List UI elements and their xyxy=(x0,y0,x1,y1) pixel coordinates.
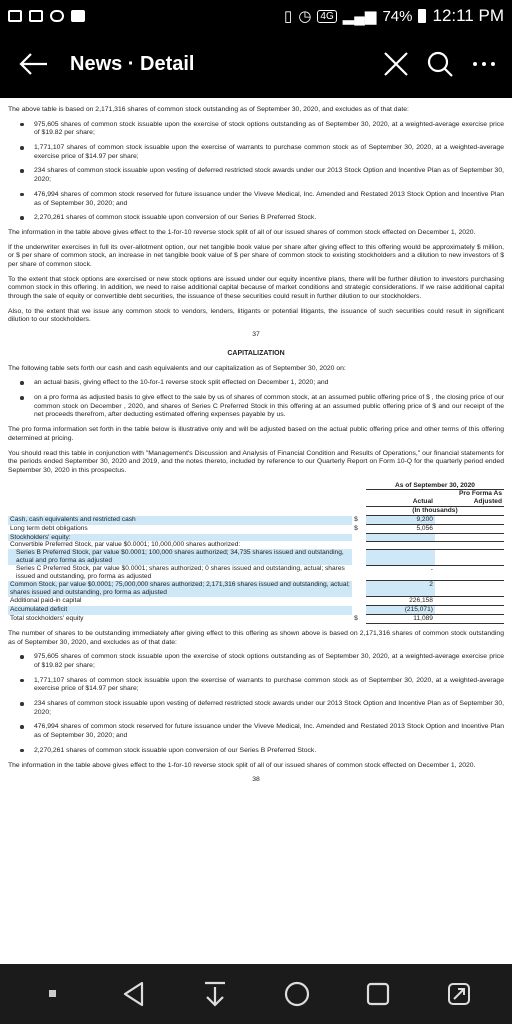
arrow-left-icon xyxy=(19,52,49,76)
row-label: Stockholders' equity: xyxy=(8,534,352,542)
row-adjusted-value xyxy=(435,606,504,615)
intro-paragraph: The above table is based on 2,171,316 shares of common stock outstanding as of September 30, 2020, and excludes as of that date: xyxy=(8,106,409,113)
dot-button[interactable] xyxy=(31,972,75,1016)
close-icon xyxy=(383,51,409,77)
table-row xyxy=(8,541,504,549)
navigation-bar xyxy=(0,964,512,1024)
expand-button[interactable] xyxy=(437,972,481,1016)
notification-icon xyxy=(8,10,22,22)
overallotment-paragraph: If the underwriter exercises in full its over-allotment option, our net tangible book value per share after giving effect to this offering would be approximately $ million, or $ per share of common stock, an increase in net tangible book value of $ per share of common stock to existing stockholders and a dilution to new investors of $ per share of common stock. xyxy=(8,243,504,268)
split-paragraph-2: The information in the table above gives effect to the 1-for-10 reverse stock split of all of our issued shares of common stock effected on December 1, 2020. xyxy=(8,761,476,769)
row-label: Common Stock, par value $0.0001; 75,000,000 shares authorized; 2,171,316 shares issued and outstanding, actual; shares issued and outstanding, pro forma as adjusted xyxy=(8,581,352,597)
col-proforma-header: Pro Forma As Adjusted xyxy=(435,490,504,507)
row-label: Series B Preferred Stock, par value $0.0001; 100,000 shares authorized; 34,735 shares issued and outstanding, actual and pro forma as adjusted xyxy=(8,549,352,565)
row-actual-value: 2 xyxy=(366,581,435,597)
row-label: Convertible Preferred Stock, par value $0.0001; 10,000,000 shares authorized: xyxy=(10,541,241,549)
row-currency xyxy=(352,606,366,615)
capitalization-table xyxy=(8,482,504,624)
cap-basis-list xyxy=(8,379,504,420)
row-label: Cash, cash equivalents and restricted cash xyxy=(8,516,352,525)
row-actual-value: (215,071) xyxy=(366,606,435,615)
signal-icon: ▂▄▆ xyxy=(342,8,377,25)
list-item: 2,270,261 shares of common stock issuable upon conversion of our Series B Preferred Stock. xyxy=(8,747,504,756)
battery-icon xyxy=(418,9,426,23)
image-icon xyxy=(29,10,43,22)
table-row xyxy=(8,606,504,615)
row-actual-value: 11,089 xyxy=(366,615,435,624)
row-adjusted-value xyxy=(435,615,504,624)
shares-paragraph: The number of shares to be outstanding immediately after giving effect to this offering as shown above is based on 2,171,316 shares of common stock outstanding as of September 30, 2020, and excludes as of that date: xyxy=(8,629,504,646)
row-actual-value xyxy=(366,549,435,565)
page-number: 37 xyxy=(252,331,260,339)
exclusions-list-2 xyxy=(8,653,504,755)
close-button[interactable] xyxy=(376,44,416,84)
vendors-paragraph: Also, to the extent that we issue any common stock to vendors, lenders, litigants or potential litigants, the issuance of such securities could result in significant dilution to our stockholders. xyxy=(8,307,504,324)
row-label: Additional paid-in capital xyxy=(10,596,82,604)
more-icon xyxy=(472,61,496,67)
more-button[interactable] xyxy=(464,44,504,84)
expand-icon xyxy=(446,981,472,1007)
search-button[interactable] xyxy=(420,44,460,84)
table-row xyxy=(8,534,504,542)
row-adjusted-value xyxy=(435,534,504,542)
home-button[interactable] xyxy=(275,972,319,1016)
table-row xyxy=(8,565,504,581)
shield-icon xyxy=(50,10,64,22)
row-actual-value xyxy=(366,541,435,549)
table-row xyxy=(8,525,504,534)
dot-icon xyxy=(48,989,58,999)
vibrate-icon: ▯ xyxy=(284,8,293,25)
row-currency xyxy=(352,565,366,581)
list-item: an actual basis, giving effect to the 10-for-1 reverse stock split effected on December 1, 2020; and xyxy=(8,379,504,388)
table-body xyxy=(8,516,504,624)
list-item: 476,994 shares of common stock reserved for future issuance under the Viveve Medical, Inc. Amended and Restated 2013 Stock Option and Incentive Plan as of September 30, 2020; and xyxy=(8,191,504,208)
back-button[interactable] xyxy=(8,38,60,90)
cap-intro-paragraph: The following table sets forth our cash and cash equivalents and our capitalization as of September 30, 2020 on: xyxy=(8,364,346,372)
table-row xyxy=(8,549,504,565)
row-label: Accumulated deficit xyxy=(8,606,352,615)
alarm-icon: ◷ xyxy=(298,8,312,25)
options-paragraph: To the extent that stock options are exercised or new stock options are issued under our equity incentive plans, there will be further dilution to investors purchasing common stock in this offering. In addition, we need to raise additional capital because of market conditions and strategic considerations. If we raise additional capital through the sale of equity or convertible debt securities, the issuance of these securities could result in further dilution to our stockholders. xyxy=(8,275,504,300)
row-label: Total stockholders' equity xyxy=(10,614,84,622)
row-currency xyxy=(352,549,366,565)
row-actual-value: 9,200 xyxy=(366,516,435,525)
table-units: (In thousands) xyxy=(366,507,504,516)
row-adjusted-value xyxy=(435,525,504,534)
row-currency xyxy=(352,581,366,597)
battery-percent: 74% xyxy=(382,7,413,25)
row-currency: $ xyxy=(354,614,358,622)
row-adjusted-value xyxy=(435,565,504,581)
list-item: 975,605 shares of common stock issuable upon the exercise of stock options outstanding as of September 30, 2020, at a weighted-average exercise price of $19.82 per share; xyxy=(8,121,504,138)
list-item: 1,771,107 shares of common stock issuable upon the exercise of warrants to purchase common stock as of September 30, 2020, at a weighted-average exercise price of $14.97 per share; xyxy=(8,677,504,694)
download-icon xyxy=(203,981,227,1007)
row-actual-value: 226,158 xyxy=(366,597,435,606)
table-row xyxy=(8,615,504,624)
proforma-paragraph: The pro forma information set forth in the table below is illustrative only and will be adjusted based on the actual public offering price and other terms of this offering determined at pricing. xyxy=(8,426,504,442)
row-adjusted-value xyxy=(435,549,504,565)
status-bar xyxy=(0,0,512,32)
network-type: 4G xyxy=(317,10,336,23)
document-viewer[interactable] xyxy=(0,98,512,964)
triangle-back-icon xyxy=(122,981,146,1007)
table-row xyxy=(8,516,504,525)
row-actual-value xyxy=(366,534,435,542)
list-item: on a pro forma as adjusted basis to give effect to the sale by us of shares of common stock, at an assumed public offering price of $ , the closing price of our common stock on December , 2020, and shares of Series C Preferred Stock in this offering at an assumed public offering price of $ and our receipt of the net proceeds therefrom, after deducting estimated offering expenses payable by us. xyxy=(8,394,504,420)
row-currency: $ xyxy=(354,524,358,532)
row-label: Series C Preferred Stock, par value $0.0001; shares authorized; 0 shares issued and outstanding, actual; shares issued and outstanding, pro forma as adjusted xyxy=(16,565,345,581)
page-title: News · Detail xyxy=(70,52,195,75)
page-number: 38 xyxy=(252,776,260,784)
clock: 12:11 PM xyxy=(432,6,504,25)
row-actual-value: - xyxy=(366,565,435,581)
row-currency xyxy=(352,534,366,542)
row-adjusted-value xyxy=(435,541,504,549)
app-bar xyxy=(0,32,512,96)
row-label: Long term debt obligations xyxy=(10,524,88,532)
row-currency xyxy=(352,541,366,549)
row-adjusted-value xyxy=(435,581,504,597)
download-button[interactable] xyxy=(193,972,237,1016)
list-item: 234 shares of common stock issuable upon vesting of deferred restricted stock awards under our 2013 Stock Option and Incentive Plan as of September 30, 2020; xyxy=(8,700,504,717)
square-recent-icon xyxy=(365,981,391,1007)
table-row xyxy=(8,597,504,606)
list-item: 476,994 shares of common stock reserved for future issuance under the Viveve Medical, Inc. Amended and Restated 2013 Stock Option and Incentive Plan as of September 30, 2020; and xyxy=(8,723,504,740)
exclusions-list xyxy=(8,121,504,223)
list-item: 234 shares of common stock issuable upon vesting of deferred restricted stock awards under our 2013 Stock Option and Incentive Plan as of September 30, 2020; xyxy=(8,167,504,184)
row-adjusted-value xyxy=(435,597,504,606)
back-nav-button[interactable] xyxy=(112,972,156,1016)
list-item: 975,605 shares of common stock issuable upon the exercise of stock options outstanding as of September 30, 2020, at a weighted-average exercise price of $19.82 per share; xyxy=(8,653,504,670)
list-item: 1,771,107 shares of common stock issuable upon the exercise of warrants to purchase common stock as of September 30, 2020, at a weighted-average exercise price of $14.97 per share; xyxy=(8,144,504,161)
table-date-header: As of September 30, 2020 xyxy=(366,482,504,490)
row-actual-value: 5,056 xyxy=(366,525,435,534)
split-paragraph: The information in the table above gives effect to the 1-for-10 reverse stock split of all of our issued shares of common stock effected on December 1, 2020. xyxy=(8,228,476,236)
col-actual-header: Actual xyxy=(366,490,435,507)
notification-icons xyxy=(8,10,85,22)
read-paragraph: You should read this table in conjunction with "Management's Discussion and Analysis of Financial Condition and Results of Operations," our financial statements for the periods ended September 30, 2020 and 2019, and the notes thereto, included by reference to our Quarterly Report on Form 10-Q for the quarterly period ended September 30, 2020 in this prospectus. xyxy=(8,449,504,474)
row-adjusted-value xyxy=(435,516,504,525)
recent-apps-button[interactable] xyxy=(356,972,400,1016)
circle-home-icon xyxy=(283,980,311,1008)
row-currency: $ xyxy=(352,516,366,525)
row-currency xyxy=(352,597,366,606)
table-row xyxy=(8,581,504,597)
section-title: CAPITALIZATION xyxy=(227,349,285,357)
list-item: 2,270,261 shares of common stock issuable upon conversion of our Series B Preferred Stock. xyxy=(8,214,504,223)
app-icon xyxy=(71,10,85,22)
search-icon xyxy=(426,50,454,78)
